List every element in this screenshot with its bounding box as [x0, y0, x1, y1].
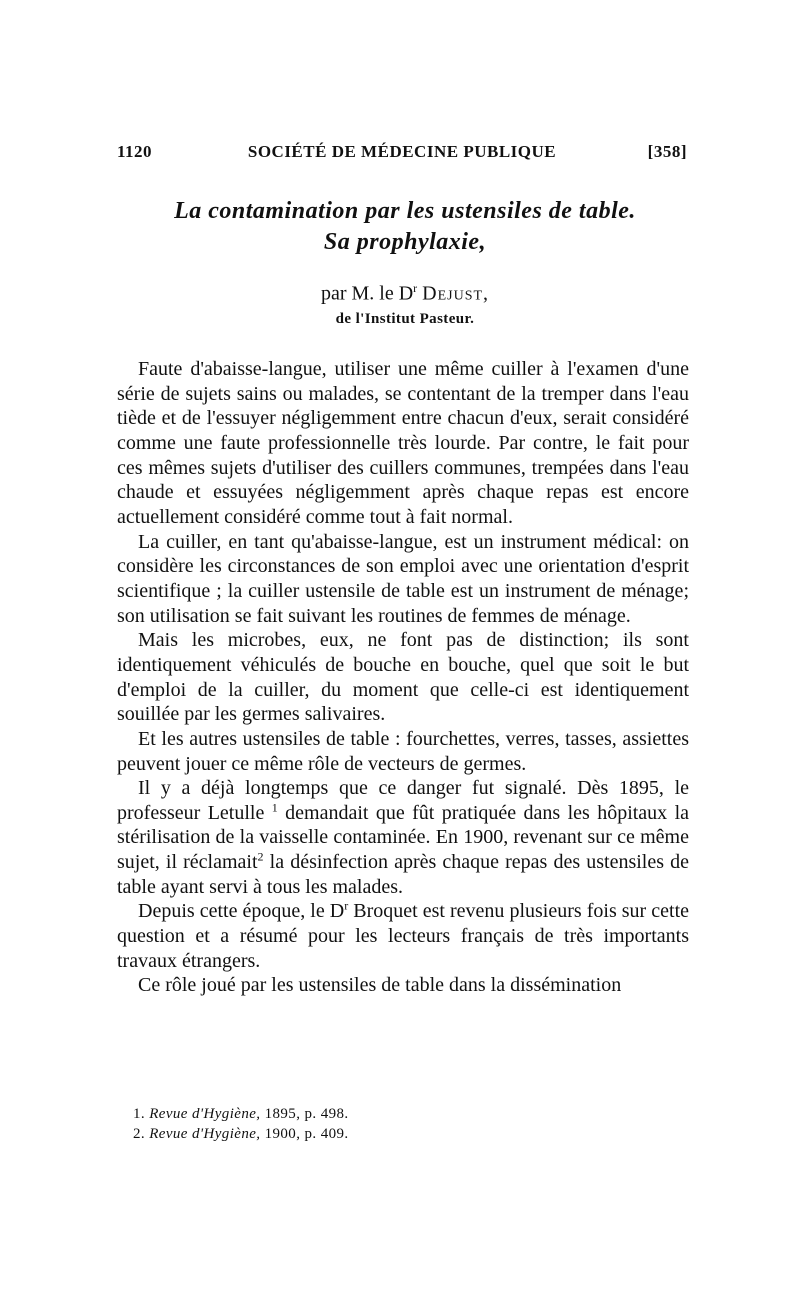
page-number: 1120: [117, 142, 153, 161]
footnote-2: [133, 1124, 693, 1144]
paragraph-2: La cuiller, en tant qu'abaisse-langue, est un instrument médical: on considère les circonstances de son emploi avec une orientation d'esprit scientifique ; la cuiller ustensile de table est un instrument de ménage; son utilisation se fait suivant les routines de femmes de ménage.: [117, 530, 689, 627]
paragraph-5-text-c: la désinfection après chaque repas des ustensiles de table ayant servi à tous les malades.: [117, 851, 690, 898]
author-line: [110, 276, 700, 306]
paragraph-4: Et les autres ustensiles de table : fourchettes, verres, tasses, assiettes peuvent jouer ce même rôle de vecteurs de germes.: [117, 727, 689, 775]
paragraph-1: Faute d'abaisse-langue, utiliser une même cuiller à l'examen d'une série de sujets sains ou malades, se contentant de la tremper dans l'eau tiède et de l'essuyer négligemment entre chacun d'eux, serait considéré comme une faute professionnelle très lourde. Par contre, le fait pour ces mêmes sujets d'utiliser des cuillers communes, trempées dans l'eau chaude et essuyées négligemment après chaque repas est encore actuellement considéré comme tout à fait normal.: [117, 358, 689, 528]
footnotes: [133, 1104, 693, 1144]
article-title-line-1: La contamination par les ustensiles de table.: [174, 198, 636, 224]
author-affiliation: de l'Institut Pasteur.: [335, 311, 475, 327]
footnote-1-number: 1.: [133, 1106, 146, 1122]
footnote-2-source: Revue d'Hygiène,: [149, 1126, 261, 1142]
paragraph-6-text-b: Broquet est revenu plusieurs fois sur cette question et a résumé pour les lecteurs français de très importants travaux étrangers.: [117, 900, 689, 972]
footnote-1: [133, 1104, 693, 1124]
paragraph-6: [117, 899, 689, 973]
footnote-2-number: 2.: [133, 1126, 146, 1142]
footnote-2-detail: 1900, p. 409.: [264, 1126, 349, 1142]
article-body: [117, 357, 689, 998]
paragraph-5: [117, 776, 689, 899]
article-title-line-2: Sa prophylaxie,: [323, 229, 487, 255]
paragraph-6-superscript: r: [344, 898, 349, 913]
paragraph-5-text-b: demandait que fût pratiquée dans les hôpitaux la stérilisation de la vaisselle contaminée. En 1900, revenant sur ce même sujet, il réclamait: [117, 801, 690, 874]
footnote-ref-2: 2: [257, 849, 264, 864]
author-prefix: par M. le D: [320, 282, 414, 305]
article-title: [110, 196, 700, 258]
page-reference: [358]: [647, 142, 687, 161]
paragraph-7: Ce rôle joué par les ustensiles de table dans la dissémination: [138, 974, 622, 997]
journal-title: SOCIÉTÉ DE MÉDECINE PUBLIQUE: [247, 142, 557, 161]
footnote-1-source: Revue d'Hygiène,: [149, 1106, 261, 1122]
paragraph-5-text-a: Il y a déjà longtemps que ce danger fut signalé. Dès 1895, le professeur Letulle: [117, 777, 689, 824]
author-title-superscript: r: [413, 281, 418, 295]
author-name: Dejust,: [422, 282, 490, 305]
footnote-1-detail: 1895, p. 498.: [264, 1106, 349, 1122]
paragraph-6-text-a: Depuis cette époque, le D: [138, 900, 345, 923]
paragraph-3: Mais les microbes, eux, ne font pas de distinction; ils sont identiquement véhiculés de bouche en bouche, quel que soit le but d'emploi de la cuiller, du moment que celle-ci est identiquement souillée par les germes salivaires.: [117, 629, 689, 726]
footnote-ref-1: 1: [271, 800, 278, 815]
